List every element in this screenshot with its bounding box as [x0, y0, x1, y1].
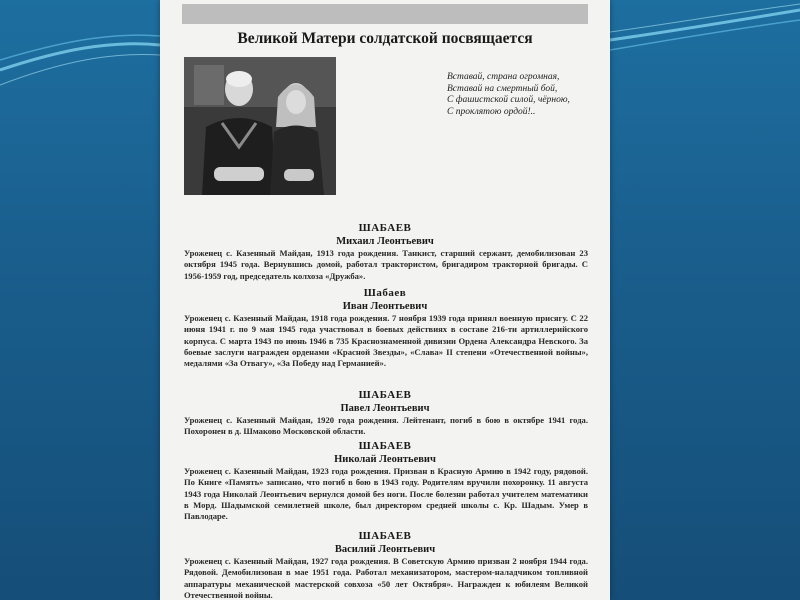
poem-quote — [447, 72, 607, 118]
document-page — [160, 0, 610, 600]
entry-bio: Уроженец с. Казенный Майдан, 1918 года рождения. 7 ноября 1939 года принял военную присягу. С 22 июня 1941 г. по 9 мая 1945 года участвовал в боевых действиях в составе 216-ти артиллерийского корпуса. С марта 1943 по июнь 1946 в 735 Краснознаменной дивизии Ордена Александра Невского. За боевые заслуги награжден орденами «Красной Звезды», «Слава» II степени «Отечественной войны», медалями «За Отвагу», «За Победу над Германией». — [184, 313, 588, 369]
header-bar — [182, 4, 588, 24]
entry-given-name: Василий Леонтьевич — [334, 544, 436, 555]
entry-bio: Уроженец с. Казенный Майдан, 1927 года рождения. В Советскую Армию призван 2 ноября 1944 года. Рядовой. Демобилизован в мае 1951 года. Работал механизатором, мастером-наладчиком топливной аппаратуры механической мастерской совхоза «50 лет Октября». Награжден к юбилеям Великой Отечественной войны. — [184, 556, 588, 600]
page-title: Великой Матери солдатской посвящается — [237, 30, 533, 47]
entry-bio: Уроженец с. Казенный Майдан, 1913 года рождения. Танкист, старший сержант, демобилизован 23 октября 1945 года. Вернувшись домой, работал трактористом, бригадиром тракторной бригады. С 1956-1959 год, председатель колхоза «Дружба». — [184, 248, 588, 281]
entry-surname: ШАБАЕВ — [358, 440, 412, 452]
poem-line: С фашистской силой, чёрною, — [447, 95, 570, 105]
biography-entry — [160, 222, 610, 282]
entry-given-name: Павел Леонтьевич — [340, 403, 430, 414]
entry-surname: Шабаев — [363, 287, 407, 299]
poem-line: С проклятою ордой!.. — [447, 106, 536, 117]
entry-bio: Уроженец с. Казенный Майдан, 1923 года рождения. Призван в Красную Армию в 1942 году, рядовой. По Книге «Память» записано, что погиб в бою в 1943 году. Родителям вручили похоронку. 11 августа 1943 года Николай Леонтьевич вернулся домой без ноги. После болезни работал учителем математики в Морд. Шадымской семилетней школе, был директором средней школы с. Кр. Шадым. Умер в Павлодаре. — [184, 466, 588, 522]
entry-given-name: Михаил Леонтьевич — [336, 236, 434, 247]
entry-surname: ШАБАЕВ — [358, 530, 412, 542]
poem-line: Вставай, страна огромная, — [447, 72, 560, 82]
biography-entry — [160, 440, 610, 522]
entry-surname: ШАБАЕВ — [358, 389, 412, 401]
poem-line: Вставай на смертный бой, — [447, 83, 558, 94]
biography-entry — [160, 530, 610, 600]
entry-given-name: Иван Леонтьевич — [342, 301, 428, 312]
biography-entry — [160, 389, 610, 438]
entry-surname: ШАБАЕВ — [358, 222, 412, 234]
biography-entry — [160, 287, 610, 369]
entry-given-name: Николай Леонтьевич — [334, 454, 436, 465]
entry-bio: Уроженец с. Казенный Майдан, 1920 года рождения. Лейтенант, погиб в бою в октябре 1941 года. Похоронен в д. Шмаково Московской области. — [184, 415, 588, 437]
family-photo — [184, 57, 336, 195]
